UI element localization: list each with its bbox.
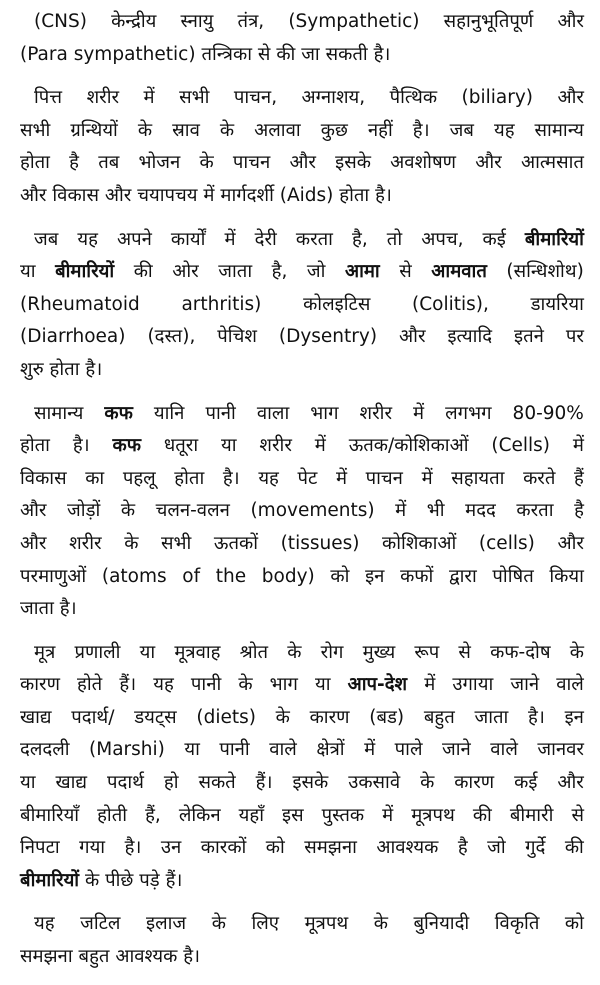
word: जा (301, 43, 320, 65)
word: विकास (52, 184, 99, 206)
text-line (20, 6, 584, 39)
word: इसके (292, 772, 329, 794)
word: ओर (172, 261, 199, 283)
word: वाला (256, 402, 290, 424)
word: सहायता (451, 467, 505, 489)
text-line (20, 289, 584, 322)
word: ग्रन्थियों (70, 119, 118, 141)
word: को (564, 913, 584, 935)
word: तन्त्रिका (201, 43, 253, 65)
word: सभी (20, 119, 51, 141)
word: पहलू (122, 467, 156, 489)
word: मूत्रपथ (411, 804, 455, 826)
text-line (20, 224, 584, 257)
word: जोड़ों (67, 500, 101, 522)
word: लिए (251, 913, 280, 935)
word: (movements) (250, 500, 375, 522)
word: (atoms (101, 565, 167, 587)
word: पाचन, (233, 87, 278, 109)
word: और (557, 532, 584, 554)
word: (Colitis), (412, 293, 489, 315)
text-line (20, 82, 584, 115)
word: या (184, 739, 200, 761)
word: और (557, 11, 584, 32)
word: होता (339, 184, 370, 206)
word: स्राव (172, 119, 200, 141)
word: यह (34, 913, 55, 935)
paragraph (20, 224, 584, 387)
word: के (120, 500, 136, 522)
word: जब (449, 119, 474, 141)
word: मूत्रवाह (174, 641, 221, 663)
word: लगभग (445, 402, 492, 424)
word: है। (412, 119, 430, 141)
word: परमाणुओं (20, 565, 87, 587)
word: के (219, 119, 235, 141)
word: सकती (325, 43, 368, 65)
word: body) (261, 565, 315, 587)
text-line (20, 180, 584, 213)
word: बीमारियों (20, 869, 80, 891)
word: शरीर (359, 402, 393, 424)
word: और (475, 152, 502, 174)
word: से (458, 641, 471, 663)
word: रूप (414, 641, 440, 663)
word: श्रोत (239, 641, 269, 663)
word: करते (523, 467, 556, 489)
word: की (472, 804, 492, 826)
word: arthritis) (181, 293, 262, 315)
word: भाग (269, 674, 298, 696)
word: है। (59, 598, 77, 620)
word: जाता (474, 706, 509, 728)
book-page (20, 6, 584, 985)
word: जो (306, 261, 326, 283)
paragraph (20, 637, 584, 898)
word: नहीं (367, 119, 393, 141)
word: के (287, 641, 302, 663)
word: पैत्थिक (389, 87, 438, 109)
word: बुनियादी (413, 913, 470, 935)
word: (cells) (478, 532, 535, 554)
word: अवशोषण (390, 152, 457, 174)
word: हैं। (255, 772, 273, 794)
word: जानवर (537, 739, 584, 761)
paragraph (20, 82, 584, 212)
word: 80-90% (512, 402, 584, 424)
word: तब (98, 152, 120, 174)
word: (tissues) (280, 532, 360, 554)
word: क्षेत्रों (316, 739, 345, 761)
word: कई (482, 228, 506, 250)
word: समझना (304, 837, 357, 859)
word: कफ (104, 402, 133, 424)
word: होती (97, 804, 128, 826)
word: आप-देश (347, 674, 408, 696)
word: द्वारा (448, 565, 477, 587)
word: आमा (344, 261, 380, 283)
word: वाले (269, 739, 297, 761)
word: प्रणाली (74, 641, 121, 663)
word: यानि (153, 402, 185, 424)
word: पाचन (232, 152, 271, 174)
word: जटिल (80, 913, 121, 935)
word: पदार्थ (107, 772, 144, 794)
word: दलदली (20, 739, 70, 761)
word: करता (516, 500, 554, 522)
word: भी (426, 500, 445, 522)
word: उगाया (452, 674, 494, 696)
word: डायरिया (530, 293, 584, 315)
word: (CNS) (34, 11, 87, 32)
word: sympathetic) (73, 43, 196, 65)
word: या (221, 435, 237, 457)
word: उन (160, 837, 182, 859)
word: में (413, 402, 425, 424)
text-line (20, 321, 584, 354)
text-line (20, 256, 584, 289)
word: में (335, 467, 348, 489)
word: के (420, 772, 435, 794)
word: पर (565, 326, 584, 348)
word: चयापचय (137, 184, 198, 206)
word: जाता (20, 598, 54, 620)
word: के (124, 532, 139, 554)
word: इन (564, 706, 584, 728)
word: (दस्त), (147, 326, 196, 348)
word: हैं। (165, 869, 183, 891)
text-line (20, 941, 584, 974)
word: (Marshi) (89, 739, 165, 761)
word: (Sympathetic) (288, 11, 420, 32)
word: इसके (335, 152, 371, 174)
word: कारकों (200, 837, 247, 859)
word: खाद्य (20, 706, 52, 728)
word: है। (222, 467, 240, 489)
word: पड़े (139, 869, 160, 891)
word: में (143, 87, 155, 109)
word: और (557, 87, 584, 109)
word: से (571, 804, 584, 826)
word: चलन-वलन (155, 500, 230, 522)
word: पानी (190, 674, 222, 696)
word: कोशिकाओं (382, 532, 457, 554)
word: हो (163, 772, 179, 794)
word: इस (282, 804, 304, 826)
word: पानी (205, 402, 236, 424)
word: जो (487, 837, 506, 859)
word: बहुत (423, 706, 455, 728)
word: तो (386, 228, 403, 250)
word: सामान्य (534, 119, 584, 141)
word: गया (79, 837, 106, 859)
word: है। (373, 43, 391, 65)
paragraph (20, 398, 584, 626)
word: है। (183, 946, 201, 968)
text-line (20, 463, 584, 496)
word: बहुत (78, 946, 110, 968)
word: में (203, 184, 215, 206)
word: का (85, 467, 105, 489)
word: भाग (310, 402, 339, 424)
word: (biliary) (461, 87, 533, 109)
word: और (289, 152, 316, 174)
word: अग्नाशय, (301, 87, 366, 109)
word: और (20, 500, 47, 522)
word: रोग (320, 641, 344, 663)
word: उकसावे (348, 772, 401, 794)
word: विकास (20, 467, 67, 489)
word: में (424, 674, 436, 696)
word: है, (271, 261, 288, 283)
word: (सन्धिशोथ) (506, 261, 584, 283)
word: है। (85, 358, 103, 380)
word: केन्द्रीय (111, 11, 157, 32)
word: और (399, 326, 426, 348)
word: हैं, (145, 804, 161, 826)
word: है। (72, 435, 90, 457)
text-line (20, 734, 584, 767)
text-line (20, 800, 584, 833)
word: स्नायु (180, 11, 214, 32)
word: पाचन (365, 467, 403, 489)
word: और (20, 184, 47, 206)
word: विकृति (494, 913, 540, 935)
word: के (238, 674, 253, 696)
word: यह (258, 467, 279, 489)
word: वाले (556, 674, 584, 696)
word: या (139, 641, 156, 663)
text-line (20, 354, 584, 387)
word: कफों (400, 565, 434, 587)
word: ऊतकों (213, 532, 258, 554)
paragraph (20, 6, 584, 71)
text-line (20, 865, 584, 898)
word: बीमारी (509, 804, 554, 826)
word: करता (295, 228, 333, 250)
word: कफ (112, 435, 141, 457)
word: है (574, 500, 584, 522)
word: है। (528, 706, 545, 728)
word: सहानुभूतिपूर्ण (443, 11, 534, 32)
word: होता (20, 435, 50, 457)
word: होता (49, 358, 80, 380)
paragraph (20, 908, 584, 973)
word: जाता (218, 261, 253, 283)
word: यह (493, 119, 515, 141)
word: (बड) (369, 706, 405, 728)
text-line (20, 115, 584, 148)
text-line (20, 528, 584, 561)
word: की (564, 837, 584, 859)
word: इत्यादि (447, 326, 493, 348)
word: है (69, 152, 79, 174)
word: में (421, 467, 433, 489)
word: सभी (179, 87, 210, 109)
word: में (572, 435, 584, 457)
word: तंत्र, (237, 11, 265, 32)
word: पेट (297, 467, 318, 489)
word: शरीर (86, 87, 120, 109)
word: मूत्रपथ (304, 913, 349, 935)
text-line (20, 702, 584, 735)
word: कारण (454, 772, 495, 794)
word: समझना (20, 946, 73, 968)
text-line (20, 637, 584, 670)
word: में (395, 500, 407, 522)
word: मूत्र (34, 641, 56, 663)
word: है (457, 837, 468, 859)
word: अपच, (421, 228, 464, 250)
word: शरीर (259, 435, 292, 457)
word: the (215, 565, 247, 587)
word: होते (77, 674, 103, 696)
word: इतने (514, 326, 544, 348)
word: में (224, 228, 236, 250)
word: ऊतक/कोशिकाओं (348, 435, 469, 457)
word: या (20, 772, 36, 794)
word: है। (124, 837, 142, 859)
word: होता (20, 152, 50, 174)
word: के (137, 119, 153, 141)
word: के (569, 641, 584, 663)
text-line (20, 908, 584, 941)
word: निपटा (20, 837, 60, 859)
word: (Rheumatoid (20, 293, 140, 315)
word: है। (375, 184, 392, 206)
text-line (20, 495, 584, 528)
word: (Dysentry) (278, 326, 378, 348)
text-line (20, 147, 584, 180)
text-line (20, 39, 584, 72)
word: और (557, 772, 584, 794)
text-line (20, 593, 584, 626)
word: किया (549, 565, 584, 587)
word: बीमारियों (55, 261, 115, 283)
word: हैं। (119, 674, 137, 696)
word: धतूरा (163, 435, 199, 457)
word: वाले (490, 739, 518, 761)
word: यहाँ (238, 804, 264, 826)
word: कई (514, 772, 538, 794)
word: देरी (254, 228, 277, 250)
word: यह (153, 674, 174, 696)
word: पोषित (492, 565, 534, 587)
word: (Diarrhoea) (20, 326, 126, 348)
word: खाद्य (55, 772, 88, 794)
word: इन (365, 565, 385, 587)
word: लेकिन (178, 804, 221, 826)
word: पाले (394, 739, 423, 761)
word: कार्यों (170, 228, 206, 250)
word: कुछ (320, 119, 348, 141)
word: आत्मसात (520, 152, 584, 174)
word: पेचिश (217, 326, 257, 348)
word: कफ-दोष (490, 641, 551, 663)
word: अलावा (254, 119, 301, 141)
word: सभी (161, 532, 192, 554)
word: (diets) (196, 706, 256, 728)
word: डयट्स (134, 706, 177, 728)
text-line (20, 398, 584, 431)
word: में (382, 804, 394, 826)
word: आमवात (431, 261, 487, 283)
word: जब (34, 228, 59, 250)
word: बीमारियाँ (20, 804, 80, 826)
word: पुस्तक (321, 804, 365, 826)
word: के (211, 913, 226, 935)
word: के (373, 913, 388, 935)
word: में (314, 435, 326, 457)
word: कारण (20, 674, 60, 696)
text-line (20, 430, 584, 463)
word: की (276, 43, 296, 65)
word: से (257, 43, 271, 65)
word: कारण (309, 706, 350, 728)
word: जाने (441, 739, 471, 761)
word: या (20, 261, 36, 283)
text-line (20, 767, 584, 800)
word: अपने (116, 228, 152, 250)
word: भोजन (138, 152, 181, 174)
word: यह (77, 228, 98, 250)
word: है, (352, 228, 368, 250)
word: मदद (465, 500, 496, 522)
word: या (314, 674, 331, 696)
word: of (182, 565, 201, 587)
word: बीमारियों (524, 228, 584, 250)
word: पित्त (34, 87, 63, 109)
word: मार्गदर्शी (220, 184, 274, 206)
word: को (330, 565, 350, 587)
word: के (275, 706, 290, 728)
word: (Cells) (491, 435, 551, 457)
word: कोलइटिस (303, 293, 371, 315)
word: आवश्यक (376, 837, 439, 859)
word: होता (174, 467, 205, 489)
text-line (20, 669, 584, 702)
word: से (399, 261, 412, 283)
word: और (20, 532, 47, 554)
text-line (20, 832, 584, 865)
word: आवश्यक (115, 946, 178, 968)
word: पीछे (105, 869, 134, 891)
word: को (265, 837, 285, 859)
word: पदार्थ/ (71, 706, 115, 728)
word: इलाज (146, 913, 187, 935)
word: के (199, 152, 214, 174)
word: शुरु (20, 358, 44, 380)
word: सकते (198, 772, 236, 794)
word: (Aids) (279, 184, 334, 206)
word: और (104, 184, 132, 206)
word: सामान्य (34, 402, 84, 424)
word: (Para (20, 43, 68, 65)
word: गुर्दे (525, 837, 546, 859)
word: में (364, 739, 376, 761)
word: जाने (510, 674, 540, 696)
word: मुख्य (362, 641, 396, 663)
word: शरीर (69, 532, 102, 554)
word: हैं (574, 467, 584, 489)
word: के (84, 869, 100, 891)
text-line (20, 561, 584, 594)
word: की (133, 261, 153, 283)
word: पानी (219, 739, 250, 761)
